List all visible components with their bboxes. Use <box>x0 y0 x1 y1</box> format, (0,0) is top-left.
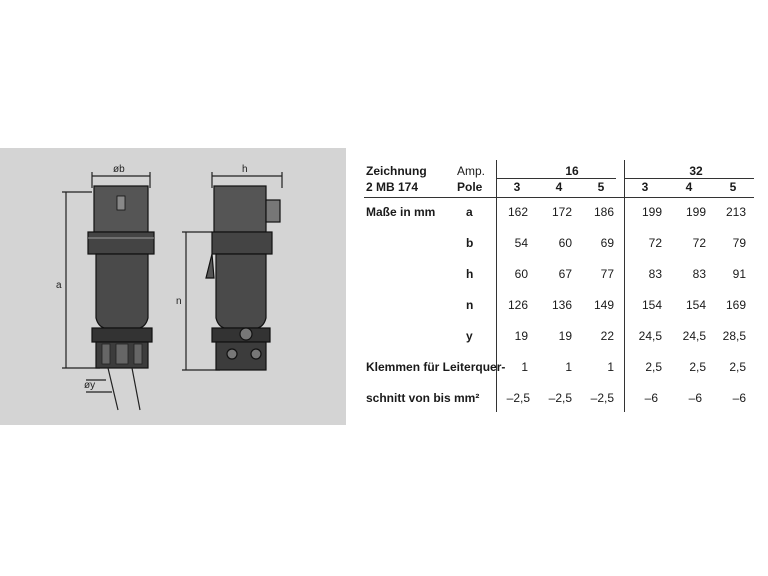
value-cell: 77 <box>600 267 614 281</box>
row-key-h: h <box>466 267 474 281</box>
pole-header: 4 <box>685 180 693 194</box>
value-cell: 28,5 <box>722 329 746 343</box>
klemmen-label: Klemmen für Leiterquer- <box>366 360 506 374</box>
pole-header: 5 <box>597 180 605 194</box>
divider <box>624 160 625 412</box>
schnitt-label: schnitt von bis mm² <box>366 391 480 405</box>
value-cell: 2,5 <box>729 360 746 374</box>
plug-drawing <box>0 148 346 425</box>
value-cell: 19 <box>558 329 572 343</box>
value-cell: 162 <box>507 205 528 219</box>
value-cell: 186 <box>593 205 614 219</box>
dim-label-h: h <box>242 164 248 175</box>
value-cell: –6 <box>644 391 658 405</box>
value-cell: 83 <box>692 267 706 281</box>
value-cell: 54 <box>514 236 528 250</box>
value-cell: –6 <box>688 391 702 405</box>
value-cell: 126 <box>507 298 528 312</box>
row-key-b: b <box>466 236 474 250</box>
divider <box>496 160 497 412</box>
value-cell: 24,5 <box>638 329 662 343</box>
value-cell: –2,5 <box>506 391 530 405</box>
value-cell: 199 <box>641 205 662 219</box>
pole-header: 4 <box>555 180 563 194</box>
model-label: 2 MB 174 <box>366 180 419 194</box>
value-cell: 172 <box>551 205 572 219</box>
pole-header: 3 <box>641 180 649 194</box>
value-cell: 60 <box>558 236 572 250</box>
zeichnung-label: Zeichnung <box>366 164 427 178</box>
value-cell: 199 <box>685 205 706 219</box>
value-cell: –6 <box>732 391 746 405</box>
value-cell: 2,5 <box>645 360 662 374</box>
value-cell: 154 <box>641 298 662 312</box>
value-cell: 19 <box>514 329 528 343</box>
value-cell: 69 <box>600 236 614 250</box>
value-cell: 136 <box>551 298 572 312</box>
value-cell: 1 <box>565 360 572 374</box>
value-cell: 24,5 <box>682 329 706 343</box>
dim-label-b: øb <box>113 164 125 175</box>
pole-header: 3 <box>513 180 521 194</box>
value-cell: 72 <box>692 236 706 250</box>
value-cell: 79 <box>732 236 746 250</box>
row-key-n: n <box>466 298 474 312</box>
value-cell: 149 <box>593 298 614 312</box>
amp-group-16: 16 <box>565 164 579 178</box>
value-cell: 154 <box>685 298 706 312</box>
value-cell: 91 <box>732 267 746 281</box>
value-cell: 22 <box>600 329 614 343</box>
row-key-y: y <box>466 329 473 343</box>
dim-label-a: a <box>56 280 62 291</box>
masse-label: Maße in mm <box>366 205 436 219</box>
value-cell: 60 <box>514 267 528 281</box>
dim-label-y: øy <box>84 380 96 391</box>
value-cell: 1 <box>521 360 528 374</box>
value-cell: –2,5 <box>590 391 614 405</box>
pole-header: 5 <box>729 180 737 194</box>
specification-table <box>346 148 768 425</box>
divider <box>496 178 616 179</box>
value-cell: 83 <box>648 267 662 281</box>
divider <box>364 197 754 198</box>
value-cell: 2,5 <box>689 360 706 374</box>
value-cell: 1 <box>607 360 614 374</box>
value-cell: 213 <box>725 205 746 219</box>
value-cell: 169 <box>725 298 746 312</box>
value-cell: 72 <box>648 236 662 250</box>
value-cell: 67 <box>558 267 572 281</box>
value-cell: –2,5 <box>548 391 572 405</box>
amp-group-32: 32 <box>689 164 703 178</box>
dim-label-n: n <box>176 296 182 307</box>
technical-drawing-panel <box>0 148 346 425</box>
amp-label: Amp. <box>457 164 486 178</box>
row-key-a: a <box>466 205 473 219</box>
pole-label: Pole <box>457 180 483 194</box>
divider <box>624 178 754 179</box>
